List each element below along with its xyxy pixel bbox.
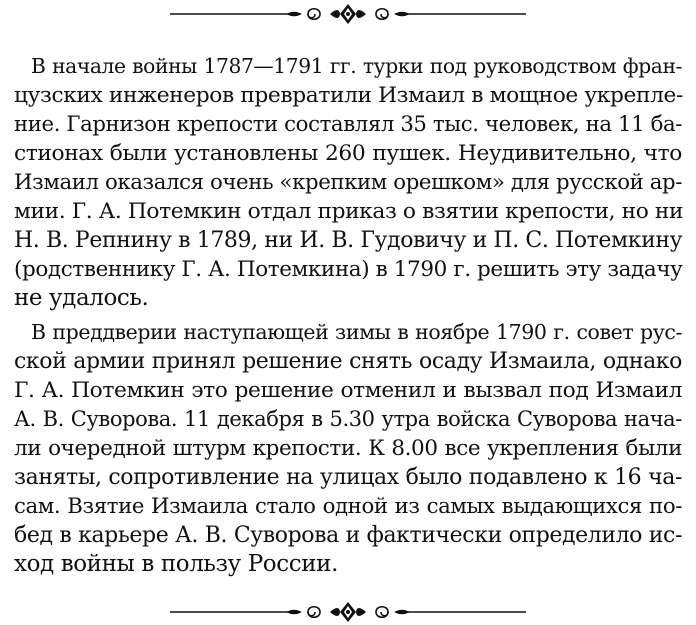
- body-text: [14, 52, 682, 579]
- text-line: ской армии принял решение снять осаду Измаила, однако: [14, 349, 682, 374]
- text-line: бед в карьере А. В. Суворова и фактически определило ис-: [14, 523, 682, 548]
- text-line: (родственнику Г. А. Потемкина) в 1790 г. решить эту задачу: [14, 257, 683, 282]
- bottom-ornament-divider: [170, 600, 526, 624]
- text-line: В начале войны 1787—1791 гг. турки под руководством фран-: [31, 54, 682, 78]
- text-line: Н. В. Репнину в 1789, ни И. В. Гудовичу и П. С. Потемкину: [14, 228, 683, 253]
- text-line: цузских инженеров превратили Измаил в мощное укрепле-: [14, 83, 683, 108]
- text-line: ли очередной штурм крепости. К 8.00 все укрепления были: [14, 436, 682, 461]
- text-line: стионах были установлены 260 пушек. Неудивительно, что: [14, 141, 682, 166]
- text-line: не удалось.: [14, 285, 149, 311]
- text-line: ние. Гарнизон крепости составлял 35 тыс. человек, на 11 ба-: [14, 112, 683, 137]
- text-line: В преддверии наступающей зимы в ноябре 1790 г. совет рус-: [31, 320, 682, 344]
- text-line: Измаил оказался очень «крепким орешком» для русской ар-: [14, 170, 682, 195]
- paragraph-1: [14, 52, 682, 313]
- text-line: А. В. Суворова. 11 декабря в 5.30 утра войска Суворова нача-: [14, 407, 682, 431]
- text-line: Г. А. Потемкин это решение отменил и вызвал под Измаил: [14, 378, 682, 403]
- text-line: заняты, сопротивление на улицах было подавлено к 16 ча-: [14, 465, 682, 490]
- paragraph-2: [14, 318, 682, 579]
- top-ornament-divider: [170, 2, 526, 26]
- text-line: мии. Г. А. Потемкин отдал приказ о взятии крепости, но ни: [14, 199, 684, 224]
- text-line: ход войны в пользу России.: [14, 551, 338, 577]
- text-line: сам. Взятие Измаила стало одной из самых выдающихся по-: [14, 494, 682, 519]
